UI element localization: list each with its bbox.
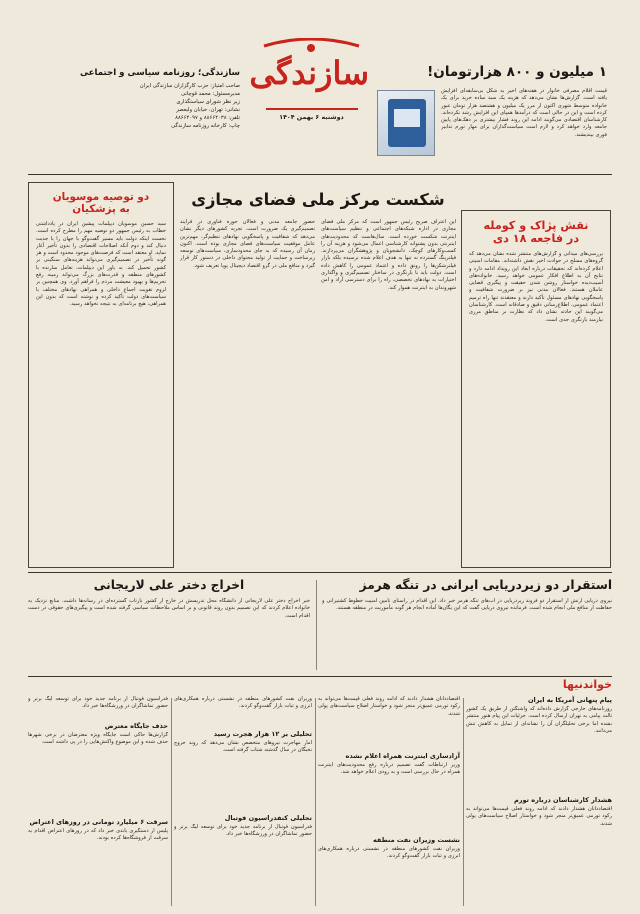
bottom-col-2 — [318, 696, 460, 910]
masthead-date: دوشنبه ۶ بهمن ۱۴۰۴ — [279, 114, 344, 121]
middle-story-left-headline: اخراج دختر علی لاریجانی — [93, 578, 245, 592]
bottom-item-title: نشست وزیران نفت منطقه — [372, 836, 460, 844]
bottom-top-rule — [28, 676, 612, 677]
info-line-3: زیر نظر شورای سیاستگذاری — [176, 99, 240, 105]
bottom-item-title: پیام پنهانی آمریکا به ایران — [527, 696, 612, 704]
product-image — [377, 90, 435, 156]
right-column-body: بررسی‌های میدانی و گزارش‌های منتشر شده نشان می‌دهد که گروه‌های مسلح در حوادث اخیر نقش داشته‌اند. مقامات امنیتی اعلام کرده‌اند که تحقیقات درباره ابعاد این رویداد ادامه دارد و نتایج آن به اطلاع افکار عمومی خواهد رسید. خانواده‌های آسیب‌دیده خواستار روشن شدن حقیقت و پیگیری قضایی عاملان هستند. فعالان مدنی نیز بر ضرورت شفافیت و پاسخگویی نهادهای مسئول تأکید دارند و معتقدند تنها راه ترمیم اعتماد عمومی، اطلاع‌رسانی دقیق و صادقانه است. کارشناسان می‌گویند این حادثه نشان داد که نظارت بر مناطق مرزی نیازمند بازنگری جدی است. — [469, 251, 603, 323]
bottom-sep-3 — [171, 698, 172, 906]
lead-headline: شکست مرکز ملی فضای مجازی — [191, 190, 445, 209]
middle-story-right — [322, 578, 612, 674]
bottom-col-3-lead: وزیران نفت کشورهای منطقه در نشستی درباره همکاری‌های انرژی و ثبات بازار گفت‌وگو کردند. — [174, 696, 312, 710]
middle-story-left — [28, 578, 310, 674]
bottom-sep-2 — [315, 698, 316, 906]
bottom-col-3 — [174, 696, 312, 910]
info-line-2: مدیرمسئول: محمد قوچانی — [180, 91, 240, 97]
middle-story-right-body: نیروی دریایی ارتش از استقرار دو فروند زیردریایی در آب‌های تنگه هرمز خبر داد. این اقدام در راستای تأمین امنیت خطوط کشتیرانی و حفاظت از منافع ملی انجام شده است. فرمانده نیروی دریایی گفت که این یگان‌ها آماده انجام هر گونه مأموریت در منطقه هستند. — [322, 598, 612, 612]
info-line-4: نشانی: تهران، خیابان ولیعصر — [176, 107, 240, 113]
bottom-item-body: گزارش‌ها حاکی است جایگاه ویژه معترضان در برخی شهرها حذف شده و این موضوع واکنش‌هایی را در پی داشته است. — [28, 732, 168, 746]
paper-info — [34, 68, 240, 163]
right-column-headline-1: نقش پژاک و کومله — [483, 219, 589, 232]
left-column-headline-1: دو توصیه موسویان — [52, 191, 150, 203]
bottom-item-title: تحلیلی بر ۱۲ هزار هجرت رسید — [213, 730, 312, 738]
bottom-item-body: روزنامه‌های خارجی گزارش داده‌اند که واشنگتن از طریق یک کشور ثالث پیامی به تهران ارسال کرده است. جزئیات این پیام هنوز منتشر نشده اما برخی تحلیلگران آن را نشانه‌ای از تمایل به کاهش تنش می‌دانند. — [466, 706, 612, 734]
lead-story — [180, 180, 456, 572]
right-column-box — [461, 210, 611, 568]
left-column-box — [28, 182, 174, 568]
left-column-headline-2: به پزشکیان — [72, 203, 130, 215]
info-line-6: چاپ: کارخانه روزنامه سازندگی — [171, 123, 240, 129]
bottom-item-body: آمار مهاجرت نیروهای متخصص نشان می‌دهد که روند خروج نخبگان در سال گذشته شتاب گرفته است. — [174, 740, 312, 754]
right-column-headline-2: در فاجعه ۱۸ دی — [492, 232, 580, 245]
top-story-body: قیمت اقلام مصرفی خانوار در هفته‌های اخیر به شکل بی‌سابقه‌ای افزایش یافته است. گزارش‌ها نشان می‌دهد که هزینه یک سبد ساده خرید برای یک خانواده متوسط شهری اکنون از مرز یک میلیون و هشتصد هزار تومان عبور کرده است و این در حالی است که درآمدها همپای این افزایش رشد نکرده‌اند. کارشناسان اقتصادی می‌گویند ادامه این روند فشار بیشتری بر دهک‌های پایین جامعه وارد خواهد کرد و لازم است سیاست‌گذاران برای مهار تورم تدابیر فوری بیندیشند. — [441, 88, 607, 138]
middle-story-right-headline: استقرار دو زیردریایی ایرانی در تنگه هرمز — [359, 578, 612, 592]
bottom-item-title: سرقت ۶ میلیارد تومانی در روزهای اعتراض — [29, 818, 168, 826]
bottom-item-title: حذف جایگاه معترض — [104, 722, 168, 730]
bottom-item-title: هشدار کارشناسان درباره تورم — [513, 796, 612, 804]
middle-divider — [316, 580, 317, 670]
paper-title: سازندگی؛ روزنامه سیاسی و اجتماعی — [79, 68, 240, 78]
middle-band-top-rule — [28, 572, 612, 573]
bottom-item-body: وزیران نفت کشورهای منطقه در نشستی درباره همکاری‌های انرژی و ثبات بازار گفت‌وگو کردند. — [318, 846, 460, 860]
lead-body-right: این اعتراف صریح رئیس جمهور است که مرکز ملی فضای مجازی در اداره شبکه‌های اجتماعی و تنظیم سیاست‌های اینترنت شکست خورده است. سال‌هاست که محدودیت‌های اینترنتی بدون پشتوانه کارشناسی اعمال می‌شود و هزینه آن را کسب‌وکارهای کوچک، دانشجویان و پژوهشگران می‌پردازند. فیلترینگ گسترده نه تنها به هدف اعلام شده نرسیده بلکه بازار فیلترشکن‌ها را رونق داده و اعتماد عمومی را کاهش داده است. دولت باید با بازنگری در ساختار تصمیم‌گیری و واگذاری اختیارات به نهادهای تخصصی، راه را برای دسترسی آزاد و امن شهروندان به اینترنت هموار کند. — [321, 219, 456, 291]
bottom-col-1 — [466, 696, 612, 910]
lead-body-left: حضور جامعه مدنی و فعالان حوزه فناوری در فرایند تصمیم‌گیری یک ضرورت است. تجربه کشورهای دیگر نشان می‌دهد که شفافیت و پاسخگویی نهادهای تنظیم‌گر، مهم‌ترین عامل موفقیت سیاست‌های فضای مجازی بوده است. اکنون زمان آن رسیده که به جای محدودسازی، سیاست‌های توسعه زیرساخت و حمایت از تولید محتوای داخلی در دستور کار قرار گیرد و منافع ملی در گرو اقتصاد دیجیتال پویا تعریف شود. — [180, 219, 315, 269]
info-line-5: تلفن: ۸۸۶۶۴۰۳۸ و ۸۸۶۶۴۰۹۷ — [175, 115, 240, 121]
bottom-col-2-lead: اقتصاددانان هشدار دادند که ادامه روند فعلی قیمت‌ها می‌تواند به رکود تورمی عمیق‌تر منجر شود و خواستار اصلاح سیاست‌های پولی شدند. — [318, 696, 460, 717]
bottom-item-body: پلیس از دستگیری باندی خبر داد که در روزهای اعتراض اقدام به سرقت از فروشگاه‌ها کرده بودند. — [28, 828, 168, 842]
bottom-sep-1 — [463, 698, 464, 906]
bottom-item-body: اقتصاددانان هشدار دادند که ادامه روند فعلی قیمت‌ها می‌تواند به رکود تورمی عمیق‌تر منجر شود و خواستار اصلاح سیاست‌های پولی شدند. — [466, 806, 612, 827]
masthead-rule — [28, 174, 612, 175]
lead-columns — [180, 219, 456, 549]
logo — [249, 38, 369, 124]
logo-underline — [266, 108, 358, 110]
bottom-item-body: فدراسیون فوتبال از برنامه جدید خود برای توسعه لیگ برتر و حضور تماشاگران در ورزشگاه‌ها خبر داد. — [174, 824, 312, 838]
top-story-headline: ۱ میلیون و ۸۰۰ هزارتومان! — [427, 64, 607, 80]
bottom-item-body: وزیر ارتباطات گفت تصمیم درباره رفع محدودیت‌های اینترنت همراه در حال بررسی است و به زودی اعلام خواهد شد. — [318, 762, 460, 776]
bottom-section-title: خواندنیها — [562, 678, 612, 691]
logo-text: سازندگی — [249, 54, 369, 92]
bottom-col-4-lead: فدراسیون فوتبال از برنامه جدید خود برای توسعه لیگ برتر و حضور تماشاگران در ورزشگاه‌ها خبر داد. — [28, 696, 168, 710]
top-story — [373, 64, 607, 176]
middle-story-left-body: خبر اخراج دختر علی لاریجانی از دانشگاه محل تدریسش در خارج از کشور بازتاب گسترده‌ای در رسانه‌ها داشت. منابع نزدیک به خانواده اعلام کردند که این تصمیم بدون روند قانونی و بر اساس ملاحظات سیاسی گرفته شده است و پیگیری‌های حقوقی در دست اقدام است. — [28, 598, 310, 619]
bottom-item-title: آزادسازی اینترنت همراه اعلام نشده — [345, 752, 460, 760]
info-line-1: صاحب امتیاز: حزب کارگزاران سازندگی ایران — [139, 83, 240, 89]
bottom-col-4 — [28, 696, 168, 910]
left-column-body: سید حسین موسویان دیپلمات پیشین ایران در یادداشتی خطاب به رئیس جمهور دو توصیه مهم را مطرح کرده است. نخست اینکه دولت باید مسیر گفت‌وگو با جهان را با جدیت دنبال کند و دوم آنکه اصلاحات اقتصادی را بدون تأخیر آغاز نماید. او معتقد است که فرصت‌های موجود محدود است و هر گونه تأخیر در تصمیم‌گیری می‌تواند هزینه‌های سنگینی بر کشور تحمیل کند. به باور این دیپلمات، تعامل سازنده با کشورهای منطقه و قدرت‌های بزرگ می‌تواند زمینه رفع تحریم‌ها و بهبود معیشت مردم را فراهم آورد. وی همچنین بر لزوم تقویت اجماع داخلی و همراهی نهادهای مختلف با سیاست‌های دولت تأکید کرده و نوشته است که بدون این همراهی، هیچ برنامه‌ای به نتیجه نخواهد رسید. — [36, 221, 166, 308]
bottom-item-title: تحلیلی کنفدراسیون فوتبال — [224, 814, 312, 822]
